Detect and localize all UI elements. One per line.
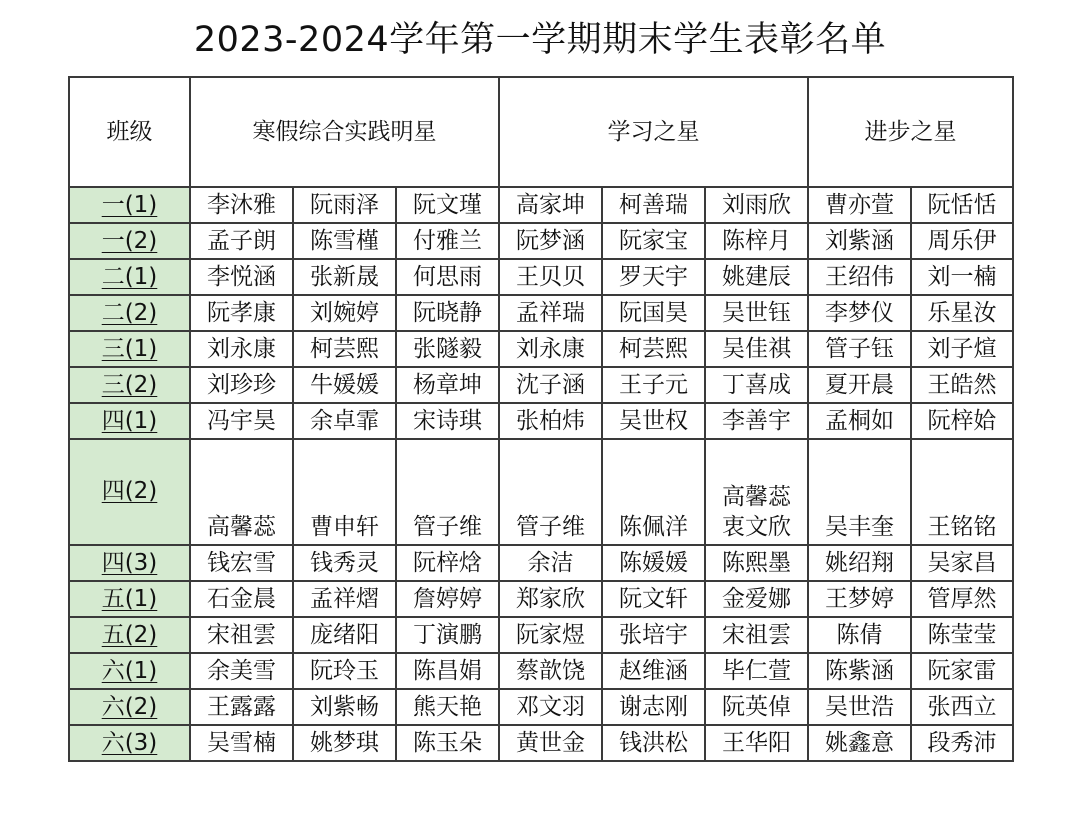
student-name-cell: 管厚然 [911,581,1013,617]
student-name-cell: 阮梓姶 [911,403,1013,439]
honor-list-table [68,76,1014,762]
student-name-cell: 赵维涵 [602,653,705,689]
student-name-cell: 刘永康 [190,331,293,367]
class-name-cell: 四(3) [69,545,190,581]
student-name-cell: 夏开晨 [808,367,911,403]
student-name-cell: 王皓然 [911,367,1013,403]
group-header-practice-star: 寒假综合实践明星 [190,77,499,187]
student-name-cell: 段秀沛 [911,725,1013,761]
student-name-cell: 李善宇 [705,403,808,439]
class-name-cell: 一(1) [69,187,190,223]
student-name-cell: 郑家欣 [499,581,602,617]
class-name-cell: 一(2) [69,223,190,259]
student-name-cell: 曹申轩 [293,439,396,545]
class-name-cell: 三(2) [69,367,190,403]
class-name-cell: 四(1) [69,403,190,439]
student-name-cell: 余美雪 [190,653,293,689]
student-name-cell: 陈雪槿 [293,223,396,259]
student-name-cell: 罗天宇 [602,259,705,295]
student-name-cell: 余卓霏 [293,403,396,439]
student-name-cell: 周乐伊 [911,223,1013,259]
student-name-cell: 詹婷婷 [396,581,499,617]
student-name-cell: 姚梦琪 [293,725,396,761]
student-name-cell: 刘子煊 [911,331,1013,367]
table-row [69,617,1013,653]
student-name-cell: 乐星汝 [911,295,1013,331]
student-name-cell: 邓文羽 [499,689,602,725]
student-name-cell: 何思雨 [396,259,499,295]
student-name-cell: 吴世钰 [705,295,808,331]
student-name-cell: 刘紫畅 [293,689,396,725]
class-name-cell: 二(2) [69,295,190,331]
class-name-cell: 五(2) [69,617,190,653]
group-header-progress-star: 进步之星 [808,77,1013,187]
student-name-cell: 张西立 [911,689,1013,725]
table-row [69,295,1013,331]
student-name-cell: 陈熙墨 [705,545,808,581]
student-name-cell: 吴雪楠 [190,725,293,761]
student-name-cell: 孟祥熠 [293,581,396,617]
table-row [69,689,1013,725]
student-name-cell: 阮英倬 [705,689,808,725]
student-name-cell: 李梦仪 [808,295,911,331]
student-name-cell: 李沐雅 [190,187,293,223]
student-name-cell: 柯善瑞 [602,187,705,223]
student-name-cell: 管子维 [499,439,602,545]
class-column-header: 班级 [69,77,190,187]
student-name-cell: 刘婉婷 [293,295,396,331]
student-name-cell: 刘珍珍 [190,367,293,403]
header-row [69,77,1013,187]
student-name-cell: 王子元 [602,367,705,403]
student-name-cell: 石金晨 [190,581,293,617]
student-name-cell: 刘紫涵 [808,223,911,259]
student-name-cell: 吴世权 [602,403,705,439]
student-name-cell: 沈子涵 [499,367,602,403]
student-name-cell: 王贝贝 [499,259,602,295]
class-name-cell: 六(3) [69,725,190,761]
class-name-cell: 六(2) [69,689,190,725]
student-name-cell: 熊天艳 [396,689,499,725]
student-name-cell: 王露露 [190,689,293,725]
student-name-cell: 孟祥瑞 [499,295,602,331]
student-name-cell: 王华阳 [705,725,808,761]
student-name-cell: 刘永康 [499,331,602,367]
student-name-cell: 阮国昊 [602,295,705,331]
student-name-cell: 牛媛媛 [293,367,396,403]
student-name-cell: 谢志刚 [602,689,705,725]
student-name-cell: 丁喜成 [705,367,808,403]
student-name-cell: 柯芸熙 [293,331,396,367]
table-row [69,367,1013,403]
table-row [69,403,1013,439]
student-name-cell: 刘一楠 [911,259,1013,295]
student-name-cell: 王梦婷 [808,581,911,617]
student-name-cell: 陈玉朵 [396,725,499,761]
student-name-cell: 阮文轩 [602,581,705,617]
student-name-cell: 阮孝康 [190,295,293,331]
student-name-cell: 阮雨泽 [293,187,396,223]
student-name-cell: 杨章坤 [396,367,499,403]
student-name-cell: 曹亦萱 [808,187,911,223]
student-name-cell: 蔡歆饶 [499,653,602,689]
student-name-cell: 张新晟 [293,259,396,295]
class-name-cell: 五(1) [69,581,190,617]
class-name-cell: 二(1) [69,259,190,295]
student-name-cell: 吴佳祺 [705,331,808,367]
student-name-cell: 阮梦涵 [499,223,602,259]
student-name-cell: 宋祖雲 [190,617,293,653]
student-name-cell: 姚鑫意 [808,725,911,761]
student-name-cell: 阮晓静 [396,295,499,331]
student-name-cell: 陈紫涵 [808,653,911,689]
student-name-cell: 吴丰奎 [808,439,911,545]
student-name-cell: 宋祖雲 [705,617,808,653]
student-name-cell: 阮恬恬 [911,187,1013,223]
student-name-cell: 付雅兰 [396,223,499,259]
student-name-cell: 张培宇 [602,617,705,653]
student-name-cell: 孟子朗 [190,223,293,259]
student-name-cell: 陈昌娟 [396,653,499,689]
student-name-cell: 吴家昌 [911,545,1013,581]
table-row [69,439,1013,545]
table-row [69,259,1013,295]
student-name-cell: 金爱娜 [705,581,808,617]
student-name-cell: 黄世金 [499,725,602,761]
student-name-cell [705,439,808,545]
student-name-cell: 毕仁萱 [705,653,808,689]
student-name-cell: 张隧毅 [396,331,499,367]
student-name-cell: 高馨蕊 [190,439,293,545]
page-title: 2023-2024学年第一学期期末学生表彰名单 [193,20,887,60]
student-name-cell: 王绍伟 [808,259,911,295]
student-name-cell: 宋诗琪 [396,403,499,439]
table-row [69,331,1013,367]
student-name-cell: 管子维 [396,439,499,545]
student-name-cell: 钱宏雪 [190,545,293,581]
student-name-cell: 姚绍翔 [808,545,911,581]
student-name-cell: 姚建辰 [705,259,808,295]
student-name-cell: 钱洪松 [602,725,705,761]
student-name-cell: 阮家宝 [602,223,705,259]
student-name-cell: 丁演鹏 [396,617,499,653]
table-row [69,187,1013,223]
student-name-cell: 王铭铭 [911,439,1013,545]
student-name-cell: 张柏炜 [499,403,602,439]
student-name-cell: 陈佩洋 [602,439,705,545]
student-name-cell: 陈莹莹 [911,617,1013,653]
student-name-cell: 柯芸熙 [602,331,705,367]
class-name-cell: 六(1) [69,653,190,689]
student-name-cell: 高家坤 [499,187,602,223]
student-name-cell: 阮家雷 [911,653,1013,689]
table-row [69,223,1013,259]
class-name-cell: 四(2) [69,439,190,545]
student-name-cell: 冯宇昊 [190,403,293,439]
table-row [69,581,1013,617]
student-name-cell: 孟桐如 [808,403,911,439]
student-name-cell: 阮文瑾 [396,187,499,223]
student-name-cell: 陈梓月 [705,223,808,259]
table-row [69,725,1013,761]
student-name-cell: 陈倩 [808,617,911,653]
table-row [69,545,1013,581]
student-name-cell: 钱秀灵 [293,545,396,581]
student-name-cell: 李悦涵 [190,259,293,295]
student-name-cell: 阮玲玉 [293,653,396,689]
student-name-cell: 余洁 [499,545,602,581]
student-name-cell: 陈媛媛 [602,545,705,581]
student-name-cell: 吴世浩 [808,689,911,725]
group-header-study-star: 学习之星 [499,77,808,187]
student-name: 衷文欣 [722,514,791,540]
student-name-cell: 阮梓焓 [396,545,499,581]
table-row [69,653,1013,689]
student-name-cell: 管子钰 [808,331,911,367]
student-name: 高馨蕊 [722,484,791,510]
student-name-cell: 阮家煜 [499,617,602,653]
student-name-cell: 庞绪阳 [293,617,396,653]
student-name-cell: 刘雨欣 [705,187,808,223]
class-name-cell: 三(1) [69,331,190,367]
